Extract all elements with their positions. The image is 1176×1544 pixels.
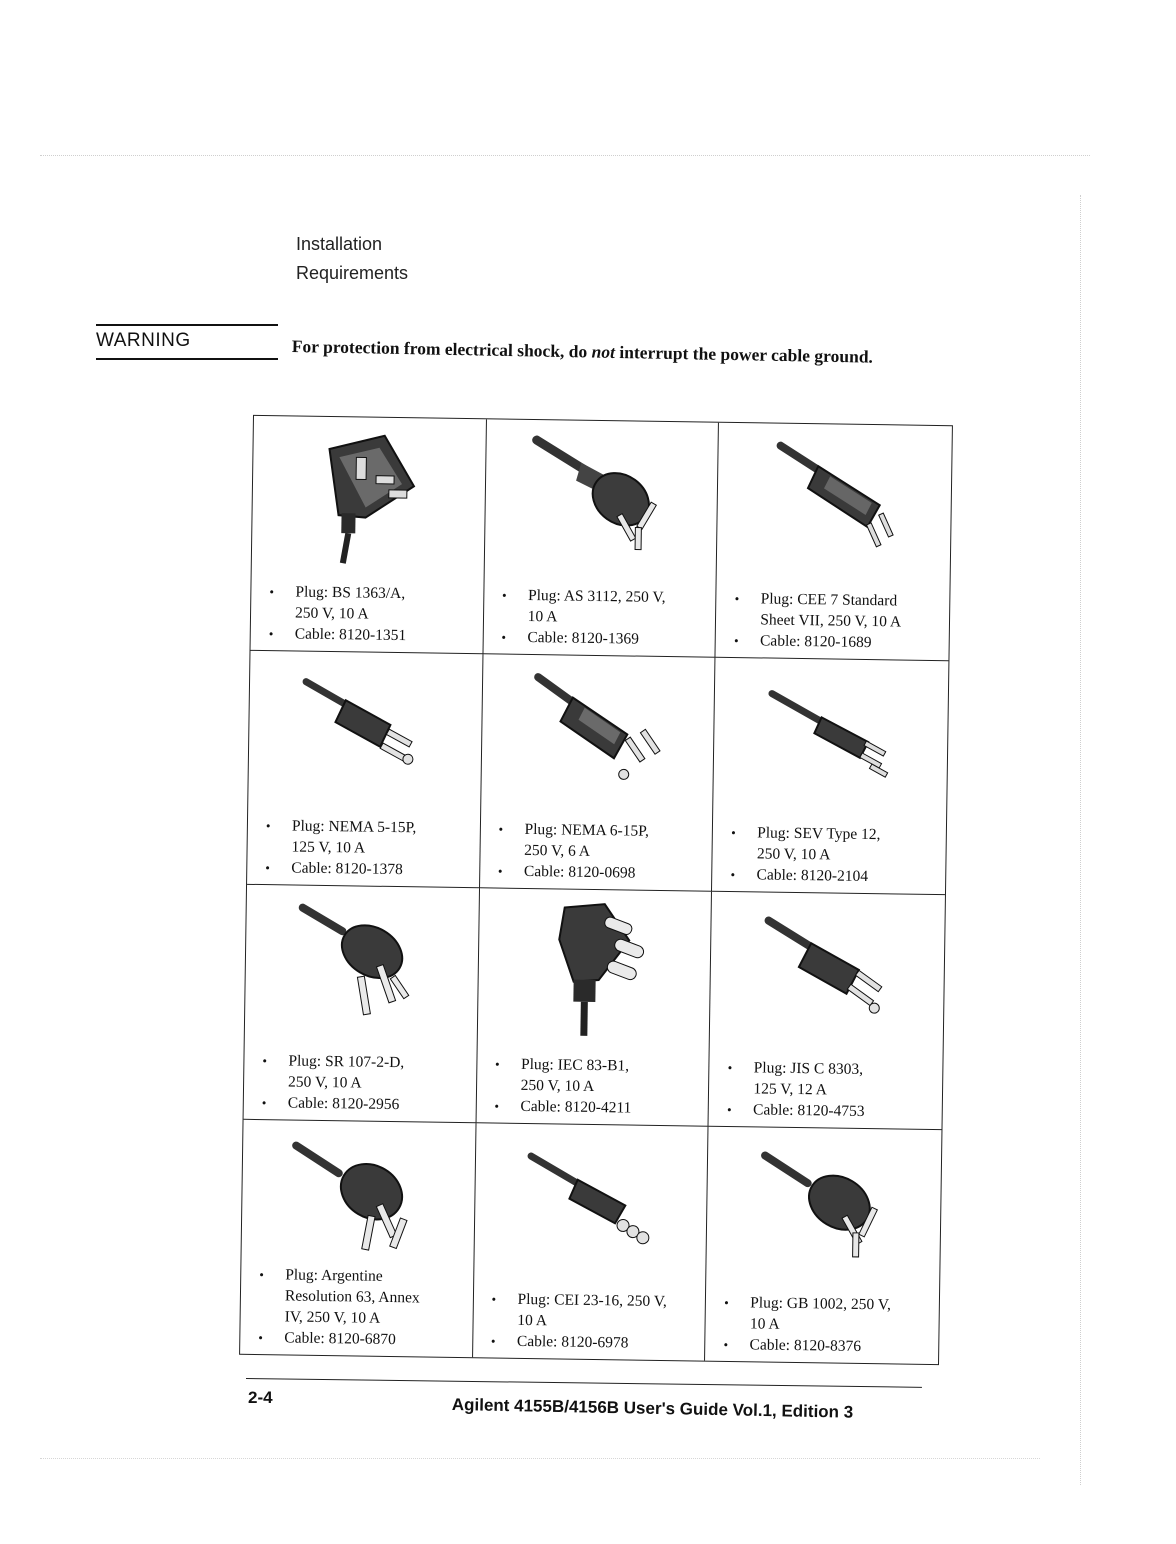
footer-rule <box>246 1378 922 1388</box>
plug-type: • Plug: GB 1002, 250 V, 10 A <box>722 1292 931 1337</box>
plug-type: • Plug: SR 107-2-D, 250 V, 10 A <box>260 1050 468 1095</box>
cable-part-number: • Cable: 8120-1689 <box>732 629 941 653</box>
cable-part-number: • Cable: 8120-1378 <box>263 857 471 881</box>
plug-type: • Plug: CEE 7 Standard Sheet VII, 250 V, 10 A <box>732 587 941 632</box>
plug-cell <box>480 654 716 892</box>
plug-cell <box>476 888 712 1126</box>
plug-cell <box>483 419 719 657</box>
plug-specs <box>496 819 705 885</box>
power-plug-table <box>239 415 953 1365</box>
page-edge-bottom <box>40 1458 1040 1459</box>
plug-nema-6-15p-icon <box>522 664 674 804</box>
plug-cell <box>716 423 952 661</box>
plug-cell <box>251 416 487 654</box>
plug-cell <box>247 650 483 888</box>
cable-part-number: • Cable: 8120-6978 <box>489 1330 697 1354</box>
warning-text-emphasis: not <box>591 341 616 362</box>
cable-part-number: • Cable: 8120-2104 <box>728 864 937 888</box>
plug-as3112-icon <box>525 430 677 570</box>
plug-iec83-b1-icon <box>518 899 670 1039</box>
plug-type: • Plug: Argentine Resolution 63, Annex IV, 250 V, 10 A <box>256 1264 465 1330</box>
cable-part-number: • Cable: 8120-0698 <box>496 861 704 885</box>
plug-specs <box>499 584 708 650</box>
cable-part-number: • Cable: 8120-1351 <box>267 623 475 647</box>
plug-cell <box>244 885 480 1123</box>
page-number: 2-4 <box>248 1388 273 1407</box>
plug-cee7-icon <box>758 433 910 573</box>
warning-text <box>292 336 972 369</box>
plug-cell <box>709 892 945 1130</box>
warning-text-start: For protection from electrical shock, do <box>291 336 592 362</box>
plug-bs1363-icon <box>293 426 445 566</box>
plug-type: • Plug: IEC 83-B1, 250 V, 10 A <box>493 1053 701 1098</box>
plug-specs <box>728 822 938 888</box>
plug-argentine-icon <box>282 1130 434 1270</box>
plug-type: • Plug: AS 3112, 250 V, 10 A <box>500 584 708 629</box>
plug-specs <box>256 1264 465 1351</box>
plug-specs <box>260 1050 469 1116</box>
cable-part-number: • Cable: 8120-2956 <box>260 1092 468 1116</box>
plug-sr107-icon <box>286 895 438 1035</box>
section-header <box>296 230 408 288</box>
cable-part-number: • Cable: 8120-8376 <box>721 1334 930 1358</box>
section-header-line2: Requirements <box>296 263 409 283</box>
plug-specs <box>489 1288 698 1354</box>
section-header-line1: Installation <box>296 234 383 254</box>
plug-gb1002-icon <box>748 1137 900 1277</box>
plug-nema-5-15p-icon <box>289 661 441 801</box>
plug-cell <box>473 1123 709 1361</box>
plug-type: • Plug: JIS C 8303, 125 V, 12 A <box>725 1056 934 1101</box>
warning-label: WARNING <box>96 324 278 360</box>
plug-specs <box>725 1056 935 1122</box>
plug-specs <box>267 581 476 647</box>
plug-cell <box>712 657 948 895</box>
plug-jis-c8303-icon <box>751 902 903 1042</box>
page-edge-top <box>40 155 1090 156</box>
document-title: Agilent 4155B/4156B User's Guide Vol.1, Edition 3 <box>451 1395 854 1422</box>
plug-type: • Plug: NEMA 5-15P, 125 V, 10 A <box>263 815 471 860</box>
plug-type: • Plug: SEV Type 12, 250 V, 10 A <box>729 822 938 867</box>
cable-part-number: • Cable: 8120-6870 <box>256 1327 464 1351</box>
plug-type: • Plug: CEI 23-16, 250 V, 10 A <box>489 1288 697 1333</box>
plug-specs <box>263 815 472 881</box>
plug-specs <box>732 587 942 653</box>
plug-sev-type12-icon <box>755 668 907 808</box>
page-edge-right <box>1080 195 1081 1485</box>
warning-text-end: interrupt the power cable ground. <box>614 341 874 367</box>
plug-type: • Plug: NEMA 6-15P, 250 V, 6 A <box>496 819 704 864</box>
plug-cell <box>240 1119 476 1357</box>
plug-specs <box>721 1292 931 1358</box>
cable-part-number: • Cable: 8120-4753 <box>725 1098 934 1122</box>
plug-cell <box>705 1126 941 1364</box>
plug-cei23-16-icon <box>515 1133 667 1273</box>
plug-type: • Plug: BS 1363/A, 250 V, 10 A <box>267 581 475 626</box>
plug-specs <box>492 1053 701 1119</box>
cable-part-number: • Cable: 8120-4211 <box>492 1095 700 1119</box>
cable-part-number: • Cable: 8120-1369 <box>499 626 707 650</box>
